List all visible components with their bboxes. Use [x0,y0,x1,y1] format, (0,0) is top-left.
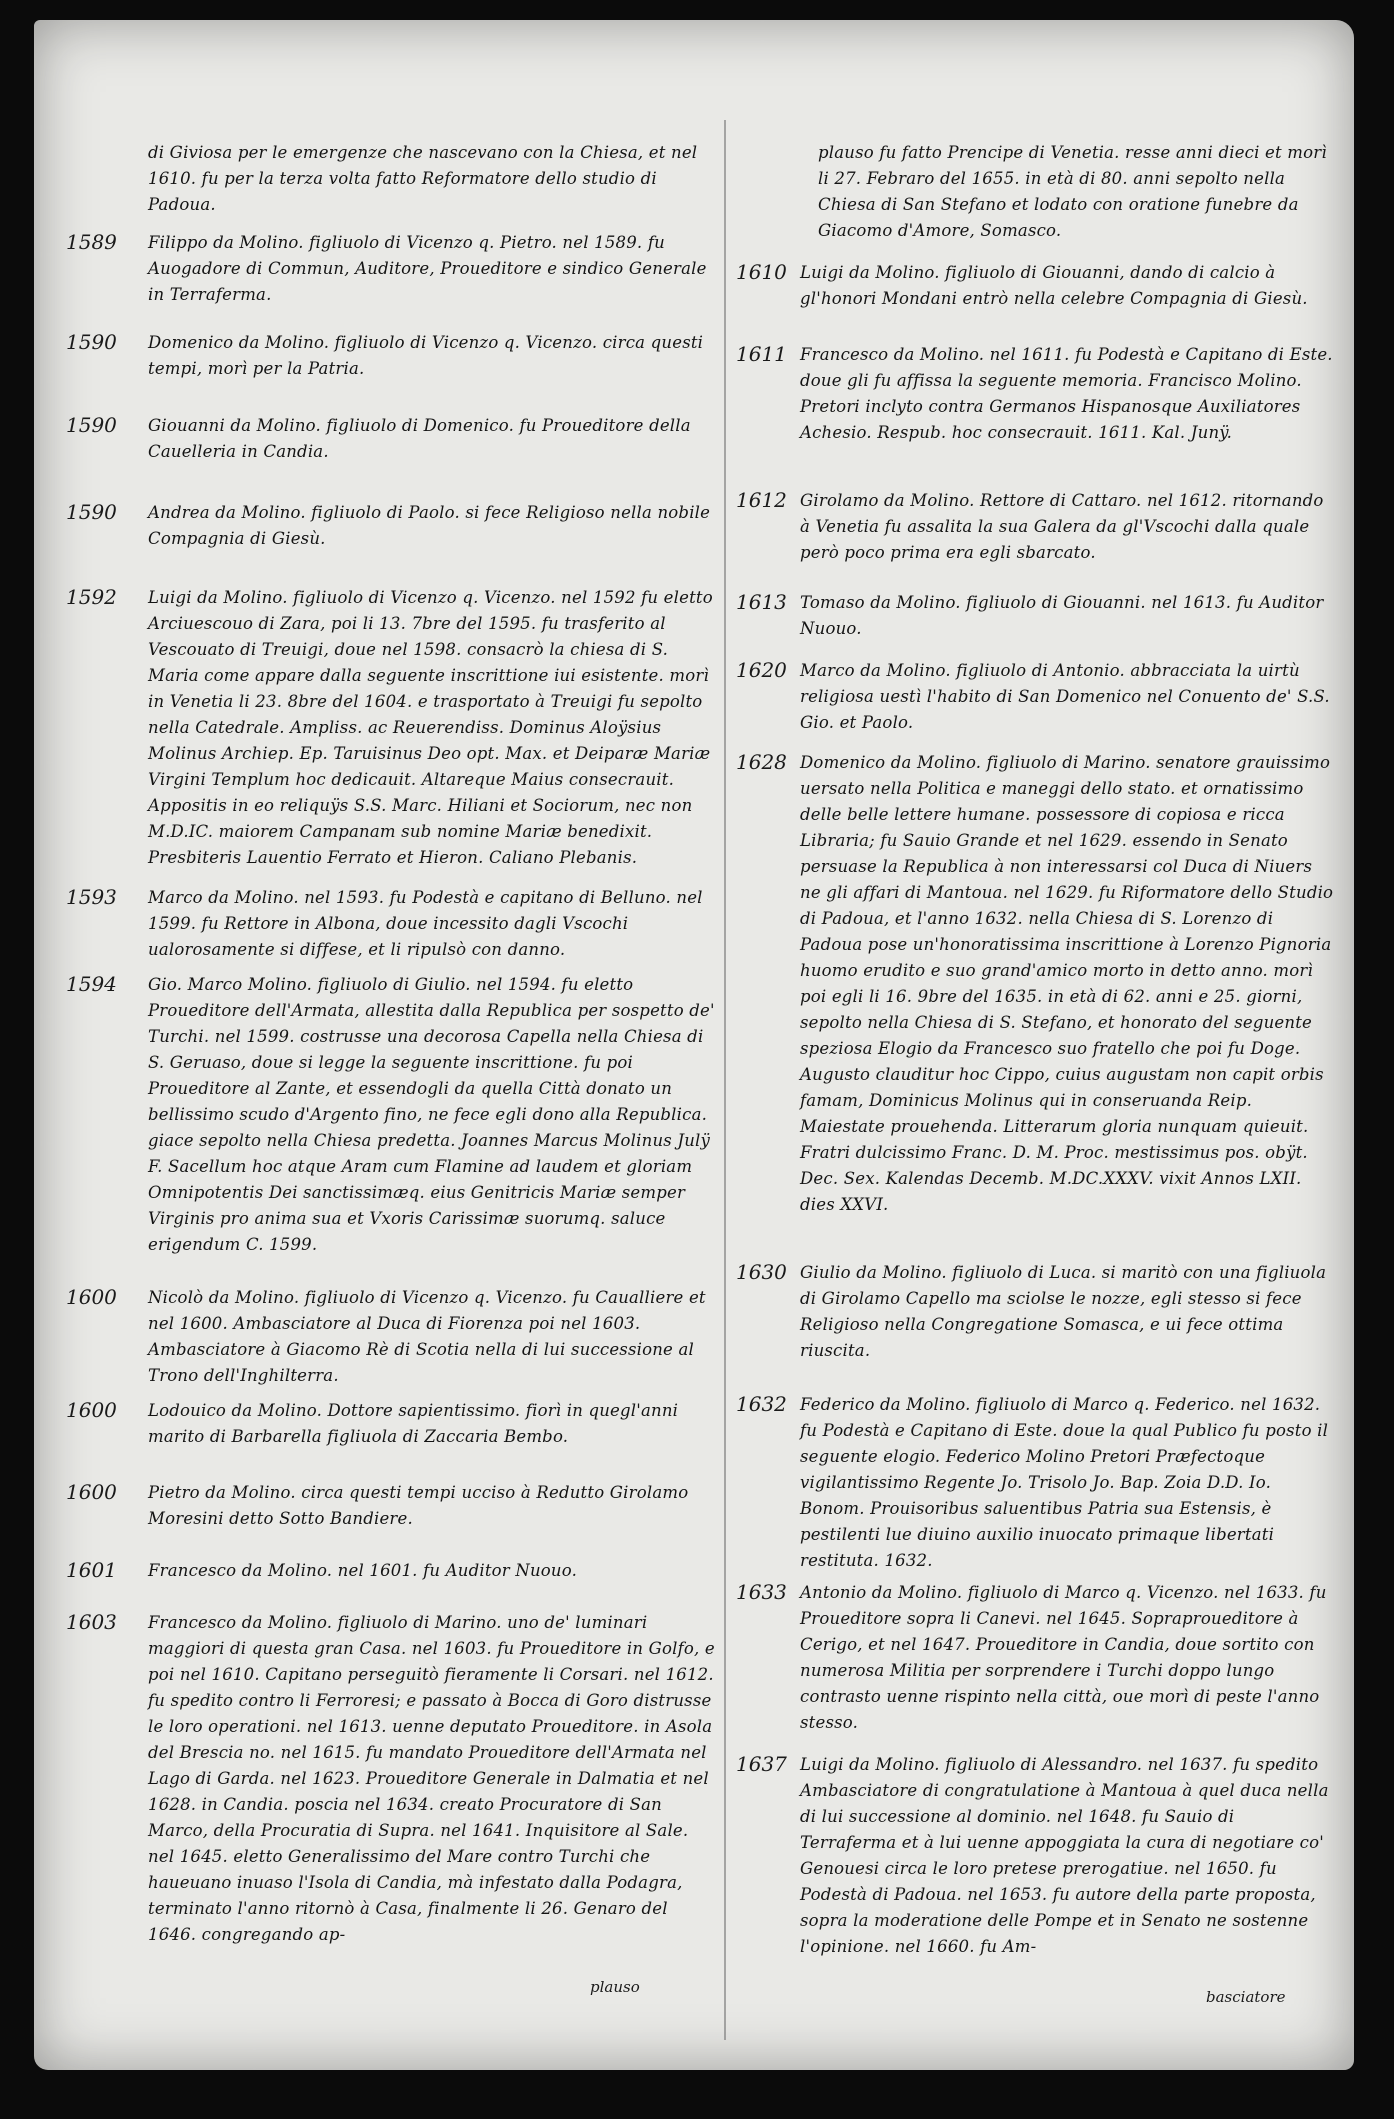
entry-text: Marco da Molino. nel 1593. fu Podestà e capitano di Belluno. nel 1599. fu Rettore in Albona, doue incessito dagli Vscochi ualorosamente si diffese, et li ripulsò con danno. [148,888,703,959]
entry [736,590,1336,642]
entry-year: 1593 [66,885,117,909]
entry [66,230,716,308]
entry [66,500,716,552]
column-divider [724,120,726,2040]
entry-year: 1590 [66,330,117,354]
entry [66,1558,716,1584]
entry-text: Francesco da Molino. figliuolo di Marino. uno de' luminari maggiori di questa gran Casa. nel 1603. fu Proueditore in Golfo, e poi nel 1610. Capitano perseguitò fieramente li Corsari. nel 1612. fu spedito contro li Ferroresi; e passato à Bocca di Goro distrusse le loro operationi. nel 1613. uenne deputato Proueditore. in Asola del Brescia no. nel 1615. fu mandato Proueditore dell'Armata nel Lago di Garda. nel 1623. Proueditore Generale in Dalmatia et nel 1628. in Candia. poscia nel 1634. creato Procuratore di San Marco, della Procuratia di Supra. nel 1641. Inquisitore al Sale. nel 1645. eletto Generalissimo del Mare contro Turchi che haueuano inuaso l'Isola di Candia, mà infestato dalla Podagra, terminato l'anno ritornò à Casa, finalmente li 26. Genaro del 1646. congregando ap- [148,1613,715,1944]
entry [66,972,716,1258]
entry-text: Giouanni da Molino. figliuolo di Domenico. fu Proueditore della Cauelleria in Candia. [148,416,691,461]
entry-text: Antonio da Molino. figliuolo di Marco q. Vicenzo. nel 1633. fu Proueditore sopra li Canevi. nel 1645. Sopraproueditore à Cerigo, et nel 1647. Proueditore in Candia, doue sortito con numerosa Militia per sorprendere i Turchi doppo lungo contrasto uenne rispinto nella città, oue morì di peste l'anno stesso. [800,1583,1327,1732]
entry-text: di Giviosa per le emergenze che nascevano con la Chiesa, et nel 1610. fu per la terza volta fatto Reformatore dello studio di Padoua. [148,143,698,214]
entry-year: 1612 [736,488,787,512]
entry-text: Marco da Molino. figliuolo di Antonio. abbracciata la uirtù religiosa uestì l'habito di San Domenico nel Conuento de' S.S. Gio. et Paolo. [800,661,1330,732]
entry-text: Francesco da Molino. nel 1611. fu Podestà e Capitano di Este. doue gli fu affissa la seguente memoria. Francisco Molino. Pretori inclyto contra Germanos Hispanosque Auxiliatores Achesio. Respub. hoc consecrauit. 1611. Kal. Junÿ. [800,345,1333,442]
entry-text: Francesco da Molino. nel 1601. fu Auditor Nuouo. [148,1561,578,1580]
entry-year: 1637 [736,1752,787,1776]
entry-year: 1630 [736,1260,787,1284]
entry-year: 1589 [66,230,117,254]
catchword: basciatore [1206,1988,1286,2006]
entry-text: Luigi da Molino. figliuolo di Giouanni, dando di calcio à gl'honori Mondani entrò nella celebre Compagnia di Giesù. [800,263,1308,308]
entry [736,260,1336,312]
entry [66,1285,716,1389]
entry-year: 1592 [66,585,117,609]
entry [736,1752,1336,1960]
entry [736,1580,1336,1736]
entry-year: 1620 [736,658,787,682]
entry-text: Giulio da Molino. figliuolo di Luca. si maritò con una figliuola di Girolamo Capello ma sciolse le nozze, egli stesso si fece Religioso nella Congregatione Somasca, e ui fece ottima riuscita. [800,1263,1327,1360]
entry-year: 1600 [66,1285,117,1309]
entry [736,488,1336,566]
entry-year: 1603 [66,1610,117,1634]
entry [736,658,1336,736]
entry-text: Nicolò da Molino. figliuolo di Vicenzo q. Vicenzo. fu Caualliere et nel 1600. Ambasciatore al Duca di Fiorenza poi nel 1603. Ambasciatore à Giacomo Rè di Scotia nella di lui successione al Trono dell'Inghilterra. [148,1288,706,1385]
entry-year: 1610 [736,260,787,284]
entry-text: Domenico da Molino. figliuolo di Marino. senatore grauissimo uersato nella Politica e maneggi dello stato. et ornatissimo delle belle lettere humane. possessore di copiosa e ricca Libraria; fu Sauio Grande et nel 1629. essendo in Senato persuase la Republica à non interessarsi col Duca di Niuers ne gli affari di Mantoua. nel 1629. fu Riformatore dello Studio di Padoua, et l'anno 1632. nella Chiesa di S. Lorenzo di Padoua pose un'honoratissima inscrittione à Lorenzo Pignoria huomo erudito e suo grand'amico morto in detto anno. morì poi egli li 16. 9bre del 1635. in età di 62. anni e 25. giorni, sepolto nella Chiesa di S. Stefano, et honorato del seguente speziosa Elogio da Francesco suo fratello che poi fu Doge. Augusto clauditur hoc Cippo, cuius augustam non capit orbis famam, Dominicus Molinus qui in conseruanda Reip. Maiestate prouehenda. Litterarum gloria nunquam quieuit. Fratri dulcissimo Franc. D. M. Proc. mestissimus pos. obÿt. Dec. Sex. Kalendas Decemb. M.DC.XXXV. vixit Annos LXII. dies XXVI. [800,753,1334,1214]
entry [736,342,1336,446]
entry-text: Andrea da Molino. figliuolo di Paolo. si fece Religioso nella nobile Compagnia di Giesù. [148,503,711,548]
entry-year: 1633 [736,1580,787,1604]
manuscript-page [34,20,1354,2070]
entry-year: 1594 [66,972,117,996]
entry-text: Luigi da Molino. figliuolo di Vicenzo q. Vicenzo. nel 1592 fu eletto Arciuescouo di Zara, poi li 13. 7bre del 1595. fu trasferito al Vescouato di Treuigi, doue nel 1598. consacrò la chiesa di S. Maria come appare dalla seguente inscrittione iui esistente. morì in Venetia li 23. 8bre del 1604. e trasportato à Treuigi fu sepolto nella Catedrale. Ampliss. ac Reuerendiss. Dominus Aloÿsius Molinus Archiep. Ep. Taruisinus Deo opt. Max. et Deiparæ Mariæ Virgini Templum hoc dedicauit. Altareque Maius consecrauit. Appositis in eo reliquÿs S.S. Marc. Hiliani et Sociorum, nec non M.D.IC. maiorem Campanam sub nomine Mariæ benedixit. Presbiteris Lauentio Ferrato et Hieron. Caliano Plebanis. [148,588,713,867]
entry-text: Tomaso da Molino. figliuolo di Giouanni. nel 1613. fu Auditor Nuouo. [800,593,1324,638]
entry-text: plauso fu fatto Prencipe di Venetia. resse anni dieci et morì li 27. Febraro del 1655. in età di 80. anni sepolto nella Chiesa di San Stefano et lodato con oratione funebre da Giacomo d'Amore, Somasco. [818,143,1327,240]
entry-year: 1590 [66,500,117,524]
entry-continuation [736,140,1336,244]
entry [66,885,716,963]
entry-text: Pietro da Molino. circa questi tempi ucciso à Redutto Girolamo Moresini detto Sotto Bandiere. [148,1483,689,1528]
entry [736,1260,1336,1364]
entry-text: Federico da Molino. figliuolo di Marco q. Federico. nel 1632. fu Podestà e Capitano di Este. doue la qual Publico fu posto il seguente elogio. Federico Molino Pretori Præfectoque vigilantissimo Regente Jo. Trisolo Jo. Bap. Zoia D.D. Io. Bonom. Prouisoribus saluentibus Patria sua Estensis, è pestilenti lue diuino auxilio inuocato primaque libertati restituta. 1632. [800,1395,1329,1570]
entry-year: 1600 [66,1398,117,1422]
entry [66,413,716,465]
entry-text: Girolamo da Molino. Rettore di Cattaro. nel 1612. ritornando à Venetia fu assalita la sua Galera da gl'Vscochi dalla quale però poco prima era egli sbarcato. [800,491,1324,562]
entry-year: 1611 [736,342,787,366]
entry [66,1398,716,1450]
entry [66,1610,716,1948]
entry-continuation [66,140,716,218]
entry-year: 1590 [66,413,117,437]
entry [66,585,716,871]
entry-text: Lodouico da Molino. Dottore sapientissimo. fiorì in quegl'anni marito di Barbarella figliuola di Zaccaria Bembo. [148,1401,679,1446]
entry [66,1480,716,1532]
entry-year: 1632 [736,1392,787,1416]
entry-year: 1601 [66,1558,117,1582]
entry-year: 1628 [736,750,787,774]
entry [736,1392,1336,1574]
entry-text: Filippo da Molino. figliuolo di Vicenzo q. Pietro. nel 1589. fu Auogadore di Commun, Auditore, Proueditore e sindico Generale in Terraferma. [148,233,707,304]
entry-year: 1600 [66,1480,117,1504]
entry-text: Gio. Marco Molino. figliuolo di Giulio. nel 1594. fu eletto Proueditore dell'Armata, allestita dalla Republica per sospetto de' Turchi. nel 1599. costrusse una decorosa Capella nella Chiesa di S. Geruaso, doue si legge la seguente inscrittione. fu poi Proueditore al Zante, et essendogli da quella Città donato un bellissimo scudo d'Argento fino, ne fece egli dono alla Republica. giace sepolto nella Chiesa predetta. Joannes Marcus Molinus Julÿ F. Sacellum hoc atque Aram cum Flamine ad laudem et gloriam Omnipotentis Dei sanctissimæq. eius Genitricis Mariæ semper Virginis pro anima sua et Vxoris Carissimæ suorumq. saluce erigendum C. 1599. [148,975,715,1254]
entry [736,750,1336,1218]
entry-text: Luigi da Molino. figliuolo di Alessandro. nel 1637. fu spedito Ambasciatore di congratulatione à Mantoua à quel duca nella di lui successione al dominio. nel 1648. fu Sauio di Terraferma et à lui uenne appoggiata la cura di negotiare co' Genouesi circa le loro pretese prerogatiue. nel 1650. fu Podestà di Padoua. nel 1653. fu autore della parte proposta, sopra la moderatione delle Pompe et in Senato ne sostenne l'opinione. nel 1660. fu Am- [800,1755,1329,1956]
entry-text: Domenico da Molino. figliuolo di Vicenzo q. Vicenzo. circa questi tempi, morì per la Patria. [148,333,704,378]
entry [66,330,716,382]
entry-year: 1613 [736,590,787,614]
catchword: plauso [590,1978,640,1996]
